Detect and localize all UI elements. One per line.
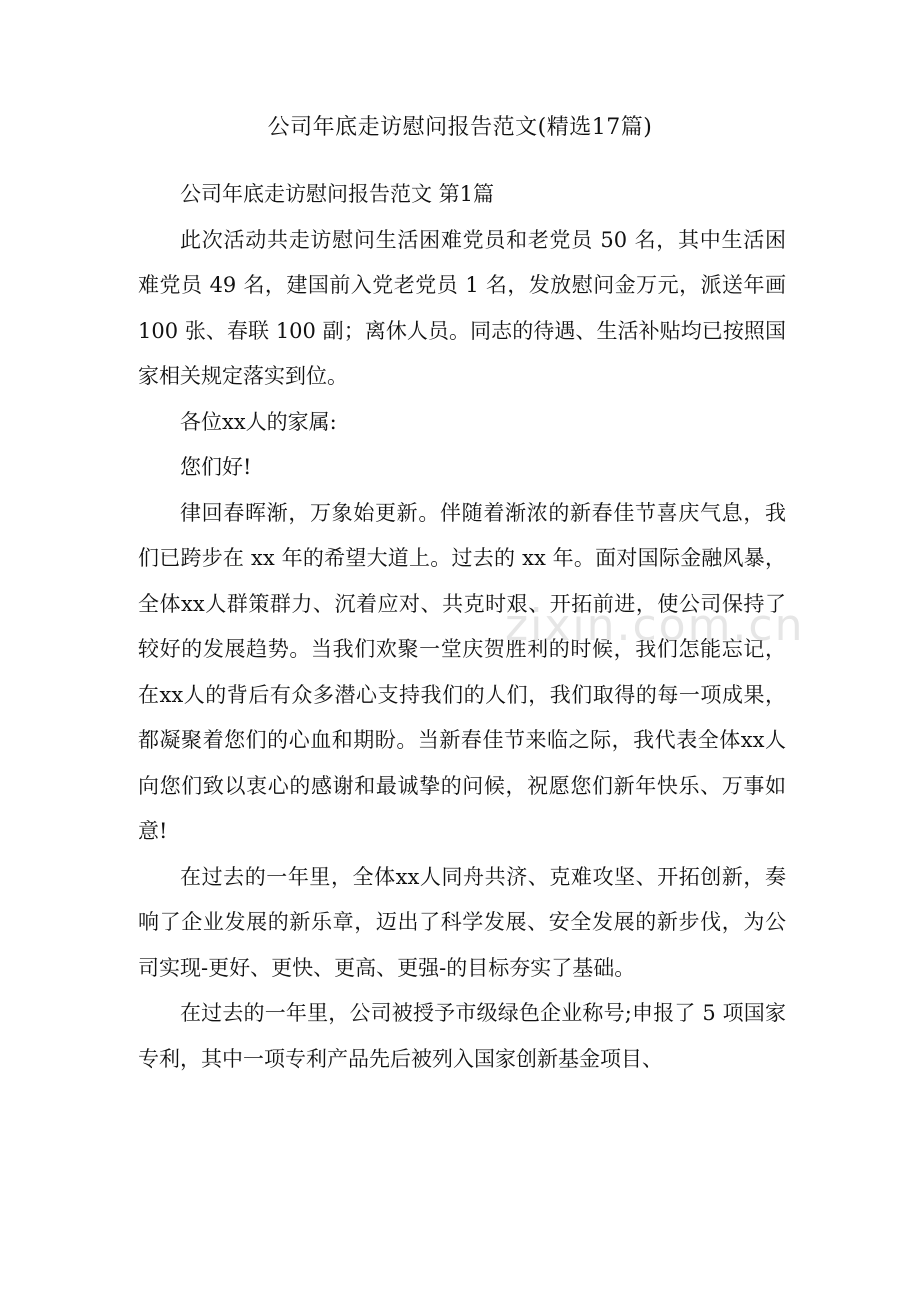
- document-body: [138, 172, 786, 1082]
- paragraph: 律回春晖渐，万象始更新。伴随着渐浓的新春佳节喜庆气息，我们已跨步在 xx 年的希望大道上。过去的 xx 年。面对国际金融风暴，全体xx人群策群力、沉着应对、共克时艰、开拓前进，使公司保持了较好的发展趋势。当我们欢聚一堂庆贺胜利的时候，我们怎能忘记，在xx人的背后有众多潜心支持我们的人们，我们取得的每一项成果，都凝聚着您们的心血和期盼。当新春佳节来临之际，我代表全体xx人向您们致以衷心的感谢和最诚挚的问候，祝愿您们新年快乐、万事如意!: [138, 500, 786, 843]
- document-title: 公司年底走访慰问报告范文(精选17篇): [267, 115, 653, 140]
- greeting: 您们好!: [180, 455, 252, 479]
- paragraph: 在过去的一年里，全体xx人同舟共济、克难攻坚、开拓创新，奏响了企业发展的新乐章，迈出了科学发展、安全发展的新步伐，为公司实现-更好、更快、更高、更强-的目标夯实了基础。: [138, 864, 786, 980]
- section-heading: 公司年底走访慰问报告范文 第1篇: [180, 182, 495, 206]
- salutation: 各位xx人的家属:: [180, 409, 337, 434]
- paragraph: 此次活动共走访慰问生活困难党员和老党员 50 名，其中生活困难党员 49 名，建国前入党老党员 1 名，发放慰问金万元，派送年画 100 张、春联 100 副；离休人员。同志的待遇、生活补贴均已按照国家相关规定落实到位。: [138, 227, 786, 388]
- watermark: zixin.com.cn: [505, 600, 805, 651]
- paragraph: 在过去的一年里，公司被授予市级绿色企业称号;申报了 5 项国家专利，其中一项专利产品先后被列入国家创新基金项目、: [138, 1001, 786, 1071]
